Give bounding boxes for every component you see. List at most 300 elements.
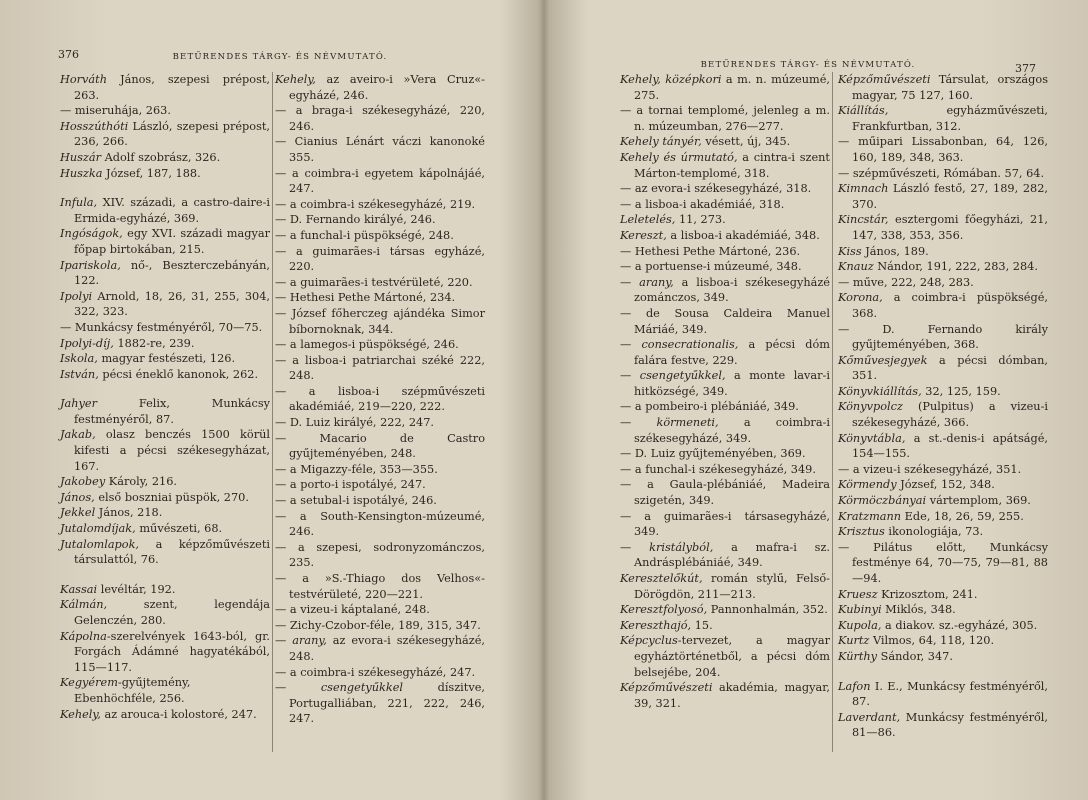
index-entry bbox=[838, 679, 1048, 710]
index-entry bbox=[275, 680, 485, 727]
entry-text: 11, 273. bbox=[675, 213, 726, 227]
index-entry bbox=[838, 275, 1048, 291]
index-entry bbox=[620, 602, 830, 618]
index-entry bbox=[620, 337, 830, 368]
entry-text: vártemplom, 369. bbox=[926, 494, 1031, 508]
page-header bbox=[548, 40, 1088, 75]
entry-headword: Kereszt, bbox=[620, 228, 667, 242]
entry-headword: kristályból, bbox=[649, 540, 714, 554]
entry-text: a m. n. múzeumé, 275. bbox=[634, 73, 830, 102]
index-entry bbox=[60, 119, 270, 150]
index-entry bbox=[275, 244, 485, 275]
entry-text: — a szepesi, sodronyzománczos, 235. bbox=[275, 540, 485, 570]
entry-text: az aveiro-i »Vera Cruz«-egyházé, 246. bbox=[289, 73, 485, 102]
entry-text: — a »S.-Thiago dos Velhos«-testvérületé, 220—221. bbox=[275, 572, 485, 601]
entry-text: Vilmos, 64, 118, 120. bbox=[869, 634, 995, 648]
entry-headword: Ipariskola, bbox=[60, 258, 121, 272]
entry-text: — a vizeu-i káptalané, 248. bbox=[275, 603, 430, 617]
running-head: BETŰRENDES TÁRGY- ÉS NÉVMUTATÓ. bbox=[172, 52, 388, 62]
index-entry bbox=[838, 633, 1048, 649]
entry-text: vésett, új, 345. bbox=[701, 135, 791, 149]
entry-text: az arouca-i kolostoré, 247. bbox=[100, 707, 257, 721]
entry-text: a coimbra-i székesegyházé, 349. bbox=[634, 416, 830, 445]
entry-text: — bbox=[620, 416, 657, 430]
entry-headword: Kehely, középkori bbox=[620, 73, 722, 86]
entry-text: — a tornai templomé, jelenleg a m. n. múzeumban, 276—277. bbox=[620, 104, 830, 133]
index-entry bbox=[60, 150, 270, 166]
index-entry bbox=[620, 134, 830, 150]
entry-headword: Kubinyi bbox=[838, 603, 882, 617]
entry-headword: Kurtz bbox=[838, 634, 870, 648]
entry-headword: Könyvpolcz bbox=[838, 400, 903, 414]
index-entry bbox=[60, 226, 270, 257]
section-gap bbox=[838, 665, 1048, 679]
index-entry bbox=[620, 399, 830, 415]
entry-text: Pannonhalmán, 352. bbox=[707, 603, 828, 617]
index-entry bbox=[275, 306, 485, 337]
index-entry bbox=[275, 618, 485, 634]
entry-headword: Kőművesjegyek bbox=[838, 353, 928, 367]
index-entry bbox=[838, 134, 1048, 165]
entry-headword: Huszár bbox=[60, 150, 102, 164]
entry-text: — a braga-i székesegyházé, 220, 246. bbox=[275, 104, 485, 133]
entry-headword: Jakobey bbox=[60, 475, 106, 489]
index-entry bbox=[838, 618, 1048, 634]
entry-text: egy XVI. századi magyar főpap birtokában, 215. bbox=[74, 227, 270, 256]
index-entry bbox=[838, 399, 1048, 430]
entry-text: — bbox=[275, 634, 293, 648]
entry-headword: Kürthy bbox=[838, 649, 878, 663]
entry-headword: Jahyer bbox=[60, 397, 98, 411]
index-entry bbox=[620, 275, 830, 306]
index-entry bbox=[838, 587, 1048, 603]
index-entry bbox=[275, 337, 485, 353]
index-entry bbox=[60, 289, 270, 320]
entry-headword: Kupola, bbox=[838, 618, 882, 632]
index-entry bbox=[838, 103, 1048, 134]
entry-text: — a lamegos-i püspökségé, 246. bbox=[275, 338, 459, 352]
entry-headword: Kiállítás, bbox=[838, 104, 889, 118]
index-entry bbox=[275, 431, 485, 462]
entry-headword: Könyvkiállítás, bbox=[838, 384, 922, 398]
entry-text: József, 187, 188. bbox=[102, 166, 201, 180]
index-entry bbox=[60, 195, 270, 226]
index-entry bbox=[60, 582, 270, 598]
entry-text: akadémia, magyar, 39, 321. bbox=[634, 681, 830, 710]
index-entry bbox=[275, 509, 485, 540]
entry-text: — műve, 222, 248, 283. bbox=[838, 275, 974, 289]
entry-text: -tervezet, a magyar egyháztörténetből, a pécsi dóm belsejébe, 204. bbox=[634, 634, 830, 679]
entry-headword: Huszka bbox=[60, 166, 103, 180]
entry-text: XIV. századi, a castro-daire-i Ermida-egyházé, 369. bbox=[74, 196, 270, 225]
index-entry bbox=[620, 462, 830, 478]
entry-text: Társulat, országos magyar, 75 127, 160. bbox=[852, 73, 1048, 102]
entry-text: — bbox=[620, 540, 650, 554]
entry-text: — a coimbra-i székesegyházé, 247. bbox=[275, 665, 476, 679]
index-entry bbox=[838, 259, 1048, 275]
entry-headword: Könyvtábla, bbox=[838, 431, 906, 445]
entry-text: — Munkácsy festményéről, 70—75. bbox=[60, 320, 263, 334]
entry-text: — a vizeu-i székesegyházé, 351. bbox=[838, 462, 1022, 476]
entry-text: Felix, Munkácsy festményéről, 87. bbox=[74, 397, 270, 426]
entry-text: művészeti, 68. bbox=[135, 522, 223, 536]
entry-headword: Kehely és úrmutató, bbox=[620, 150, 738, 164]
index-entry bbox=[620, 228, 830, 244]
index-column bbox=[275, 72, 485, 727]
entry-headword: Kegyérem bbox=[60, 676, 118, 690]
index-entry bbox=[620, 446, 830, 462]
entry-text: — Macario de Castro gyűjteményében, 248. bbox=[275, 431, 485, 461]
index-entry bbox=[60, 707, 270, 723]
index-entry bbox=[838, 710, 1048, 741]
index-entry bbox=[275, 275, 485, 291]
index-entry bbox=[838, 540, 1048, 587]
entry-headword: Jutalomdíjak, bbox=[60, 522, 136, 536]
index-entry bbox=[275, 134, 485, 165]
index-entry bbox=[838, 509, 1048, 525]
running-head: BETŰRENDES TÁRGY- ÉS NÉVMUTATÓ. bbox=[700, 60, 916, 70]
index-entry bbox=[60, 629, 270, 676]
entry-text: esztergomi főegyházi, 21, 147, 338, 353, 356. bbox=[852, 213, 1048, 242]
entry-text: — a lisboa-i szépművészeti akadémiáé, 219—220, 222. bbox=[275, 384, 485, 414]
index-entry bbox=[620, 197, 830, 213]
entry-headword: Képzőművészeti bbox=[620, 681, 713, 695]
index-entry bbox=[838, 72, 1048, 103]
index-entry bbox=[275, 166, 485, 197]
page-number: 376 bbox=[58, 48, 79, 61]
entry-headword: Keresztfolyosó, bbox=[620, 603, 708, 617]
entry-text: József, 152, 348. bbox=[896, 478, 995, 492]
entry-text: román stylű, Felső-Dörögdön, 211—213. bbox=[634, 572, 830, 601]
section-gap bbox=[60, 382, 270, 396]
entry-headword: Laverdant, bbox=[838, 710, 901, 724]
index-entry bbox=[838, 244, 1048, 260]
index-entry bbox=[838, 212, 1048, 243]
index-entry bbox=[620, 477, 830, 508]
entry-text: — a lisboa-i patriarchai széké 222, 248. bbox=[275, 353, 485, 383]
index-entry bbox=[60, 336, 270, 352]
index-entry bbox=[60, 521, 270, 537]
index-entry bbox=[60, 351, 270, 367]
entry-text: László, szepesi prépost, 236, 266. bbox=[74, 119, 270, 149]
index-entry bbox=[620, 633, 830, 680]
entry-headword: Jakab, bbox=[60, 428, 96, 442]
index-entry bbox=[838, 353, 1048, 384]
entry-headword: Knauz bbox=[838, 260, 874, 274]
entry-text: László festő, 27, 189, 282, 370. bbox=[852, 182, 1048, 211]
index-entry bbox=[838, 384, 1048, 400]
entry-headword: csengetyűkkel, bbox=[639, 369, 726, 383]
entry-text: János, 218. bbox=[95, 506, 163, 520]
index-entry bbox=[275, 103, 485, 134]
index-entry bbox=[620, 415, 830, 446]
entry-text: — bbox=[620, 338, 642, 352]
entry-headword: Horváth bbox=[60, 73, 107, 86]
entry-headword: István, bbox=[60, 367, 99, 381]
entry-text: Arnold, 18, 26, 31, 255, 304, 322, 323. bbox=[74, 289, 270, 319]
entry-text: Ede, 18, 26, 59, 255. bbox=[901, 509, 1024, 523]
entry-text: — D. Fernando király gyűjteményében, 368. bbox=[838, 322, 1048, 352]
index-entry bbox=[275, 290, 485, 306]
entry-text: (Pulpitus) a vizeu-i székesegyházé, 366. bbox=[852, 400, 1048, 430]
entry-text: -szerelvények 1643-ból, gr. Forgách Ádámné hagyatékából, 115—117. bbox=[74, 629, 270, 674]
entry-headword: csengetyűkkel bbox=[320, 681, 404, 695]
entry-headword: János, bbox=[60, 490, 95, 504]
index-entry bbox=[838, 649, 1048, 665]
index-entry bbox=[838, 322, 1048, 353]
entry-headword: Kiss bbox=[838, 244, 862, 258]
entry-text: — műipari Lissabonban, 64, 126, 160, 189, 348, 363. bbox=[838, 135, 1048, 164]
entry-headword: Ipolyi-díj, bbox=[60, 336, 114, 350]
entry-text: 32, 125, 159. bbox=[921, 384, 1001, 398]
index-entry bbox=[275, 415, 485, 431]
entry-text: — a lisboa-i akadémiáé, 318. bbox=[620, 197, 785, 211]
entry-text: — a guimarães-i társas egyházé, 220. bbox=[275, 244, 485, 274]
entry-text: — a coimbra-i egyetem kápolnájáé, 247. bbox=[275, 166, 485, 196]
index-entry bbox=[60, 367, 270, 383]
entry-text: a pécsi dómban, 351. bbox=[852, 353, 1048, 383]
index-column bbox=[60, 72, 270, 722]
entry-text: a monte lavar-i hitközségé, 349. bbox=[634, 369, 830, 398]
entry-text: — Cianius Lénárt váczi kanonoké 355. bbox=[275, 135, 485, 164]
entry-text: — a guimarães-i társasegyházé, 349. bbox=[620, 509, 830, 539]
entry-text: — de Sousa Caldeira Manuel Máriáé, 349. bbox=[620, 306, 830, 336]
index-entry bbox=[620, 72, 830, 103]
entry-text: Krizosztom, 241. bbox=[877, 587, 978, 601]
entry-text: — Pilátus előtt, Munkácsy festménye 64, 70—75, 79—81, 88—94. bbox=[838, 540, 1048, 585]
index-entry bbox=[620, 244, 830, 260]
entry-headword: Jekkel bbox=[60, 506, 96, 520]
entry-headword: Jutalomlapok, bbox=[60, 537, 140, 551]
entry-text: a képzőművészeti társulattól, 76. bbox=[74, 537, 270, 567]
index-entry bbox=[620, 571, 830, 602]
entry-headword: Iskola, bbox=[60, 352, 98, 366]
index-entry bbox=[838, 477, 1048, 493]
entry-text: olasz benczés 1500 körül kifesti a pécsi székesegyházat, 167. bbox=[74, 428, 270, 473]
index-entry bbox=[620, 181, 830, 197]
index-entry bbox=[275, 665, 485, 681]
entry-text: a diakov. sz.-egyházé, 305. bbox=[881, 618, 1038, 632]
entry-text: 1882-re, 239. bbox=[113, 336, 195, 350]
entry-text: pécsi éneklő kanonok, 262. bbox=[98, 367, 259, 381]
index-entry bbox=[275, 540, 485, 571]
entry-text: — a guimarães-i testvérületé, 220. bbox=[275, 275, 473, 289]
entry-headword: Körmöczbányai bbox=[838, 494, 927, 508]
entry-text: a st.-denis-i apátságé, 154—155. bbox=[852, 431, 1048, 461]
entry-text: — bbox=[620, 275, 640, 289]
section-gap bbox=[60, 181, 270, 195]
entry-text: Adolf szobrász, 326. bbox=[101, 150, 221, 164]
entry-text: — a funchal-i székesegyházé, 349. bbox=[620, 462, 816, 476]
entry-text: — Hethesi Pethe Mártoné, 236. bbox=[620, 244, 801, 258]
entry-text: I. E., Munkácsy festményéről, 87. bbox=[852, 679, 1048, 709]
entry-text: — az evora-i székesegyházé, 318. bbox=[620, 182, 812, 196]
index-entry bbox=[620, 680, 830, 711]
entry-headword: Lafon bbox=[838, 679, 871, 693]
index-column bbox=[620, 72, 830, 711]
entry-headword: Képzőművészeti bbox=[838, 73, 931, 86]
entry-text: szent, legendája Gelenczén, 280. bbox=[74, 598, 270, 627]
entry-text: — a setubal-i ispotályé, 246. bbox=[275, 494, 437, 508]
entry-text: levéltár, 192. bbox=[97, 582, 176, 596]
entry-text: János, szepesi prépost, 263. bbox=[74, 73, 270, 102]
index-entry bbox=[275, 228, 485, 244]
index-entry bbox=[620, 540, 830, 571]
index-entry bbox=[620, 509, 830, 540]
entry-headword: Infula, bbox=[60, 196, 98, 210]
index-entry bbox=[620, 103, 830, 134]
entry-headword: Ingóságok, bbox=[60, 227, 123, 241]
entry-text: az evora-i székesegyházé, 248. bbox=[289, 634, 485, 663]
entry-text: ikonologiája, 73. bbox=[884, 525, 984, 539]
entry-text: — szépművészeti, Rómában. 57, 64. bbox=[838, 166, 1045, 180]
index-entry bbox=[60, 72, 270, 103]
entry-text: — bbox=[275, 681, 321, 695]
entry-text: a mafra-i sz. Andrásplébániáé, 349. bbox=[634, 540, 831, 570]
left-page bbox=[0, 0, 540, 800]
index-entry bbox=[60, 505, 270, 521]
index-entry bbox=[838, 290, 1048, 321]
entry-headword: arany, bbox=[292, 634, 327, 648]
entry-text: — a funchal-i püspökségé, 248. bbox=[275, 228, 454, 242]
entry-text: — miseruhája, 263. bbox=[60, 104, 171, 118]
entry-text: a lisboa-i székesegyházé zománczos, 349. bbox=[634, 275, 830, 305]
column-rule bbox=[832, 72, 833, 752]
index-entry bbox=[60, 597, 270, 628]
index-entry bbox=[838, 602, 1048, 618]
entry-text: — a Migazzy-féle, 353—355. bbox=[275, 462, 438, 476]
entry-headword: Krisztus bbox=[838, 525, 885, 539]
entry-text: a lisboa-i akadémiáé, 348. bbox=[666, 228, 820, 242]
entry-headword: Korona, bbox=[838, 291, 883, 305]
entry-headword: Kehely, bbox=[60, 707, 101, 721]
index-entry bbox=[620, 212, 830, 228]
index-entry bbox=[60, 427, 270, 474]
entry-text: a pécsi dóm falára festve, 229. bbox=[634, 338, 830, 367]
index-entry bbox=[60, 537, 270, 568]
entry-headword: Kassai bbox=[60, 582, 98, 596]
entry-text: első boszniai püspök, 270. bbox=[94, 490, 249, 504]
index-column bbox=[838, 72, 1048, 741]
entry-headword: Kimnach bbox=[838, 182, 889, 196]
entry-headword: Keresztelőkút, bbox=[620, 572, 703, 585]
index-entry bbox=[60, 258, 270, 289]
index-entry bbox=[275, 197, 485, 213]
index-entry bbox=[275, 72, 485, 103]
right-page bbox=[548, 0, 1088, 800]
entry-text: Miklós, 348. bbox=[881, 603, 956, 617]
index-entry bbox=[838, 181, 1048, 212]
entry-headword: Képcyclus bbox=[620, 634, 678, 648]
entry-headword: Kratzmann bbox=[838, 509, 902, 523]
entry-text: — a South-Kensington-múzeumé, 246. bbox=[275, 509, 485, 539]
index-entry bbox=[60, 474, 270, 490]
index-entry bbox=[838, 431, 1048, 462]
index-entry bbox=[275, 384, 485, 415]
entry-text: — a porto-i ispotályé, 247. bbox=[275, 478, 426, 492]
entry-headword: Kehely, bbox=[275, 73, 316, 86]
section-gap bbox=[60, 568, 270, 582]
entry-text: — Zichy-Czobor-féle, 189, 315, 347. bbox=[275, 618, 481, 632]
index-entry bbox=[620, 306, 830, 337]
index-entry bbox=[620, 618, 830, 634]
entry-text: — D. Luiz gyűjteményében, 369. bbox=[620, 447, 806, 461]
index-entry bbox=[275, 571, 485, 602]
entry-text: Károly, 216. bbox=[105, 475, 178, 489]
index-entry bbox=[275, 493, 485, 509]
entry-headword: Kálmán, bbox=[60, 598, 108, 612]
entry-text: egyházművészeti, Frankfurtban, 312. bbox=[852, 104, 1048, 133]
index-entry bbox=[60, 675, 270, 706]
entry-headword: körmeneti, bbox=[656, 416, 719, 430]
index-entry bbox=[620, 368, 830, 399]
column-rule bbox=[272, 72, 273, 752]
index-entry bbox=[620, 150, 830, 181]
entry-text: -gyűjtemény, Ebenhöchféle, 256. bbox=[74, 676, 191, 705]
index-entry bbox=[60, 166, 270, 182]
entry-text: — a Gaula-plébániáé, Madeira szigetén, 349. bbox=[620, 478, 830, 508]
index-entry bbox=[275, 602, 485, 618]
entry-text: Sándor, 347. bbox=[877, 649, 953, 663]
entry-text: János, 189. bbox=[861, 244, 929, 258]
index-entry bbox=[60, 396, 270, 427]
entry-headword: Kruesz bbox=[838, 587, 878, 601]
index-entry bbox=[275, 462, 485, 478]
entry-headword: arany, bbox=[639, 275, 674, 289]
entry-text: a cintra-i szent Márton-templomé, 318. bbox=[634, 150, 830, 180]
entry-headword: Körmendy bbox=[838, 478, 897, 492]
index-entry bbox=[838, 493, 1048, 509]
entry-text: — a coimbra-i székesegyházé, 219. bbox=[275, 197, 476, 211]
index-entry bbox=[838, 166, 1048, 182]
index-entry bbox=[275, 212, 485, 228]
entry-text: — bbox=[620, 369, 640, 383]
entry-headword: Hosszúthóti bbox=[60, 119, 129, 133]
entry-text: Munkácsy festményéről, 81—86. bbox=[852, 710, 1048, 740]
index-entry bbox=[275, 633, 485, 664]
page-number: 377 bbox=[1015, 62, 1036, 75]
page-header bbox=[0, 40, 540, 60]
entry-text: a coimbra-i püspökségé, 368. bbox=[852, 291, 1048, 320]
entry-text: nő-, Beszterczebányán, 122. bbox=[74, 258, 270, 288]
entry-text: — József főherczeg ajándéka Simor bíbornoknak, 344. bbox=[275, 306, 485, 336]
index-entry bbox=[275, 477, 485, 493]
entry-text: — a portuense-i múzeumé, 348. bbox=[620, 260, 802, 274]
entry-headword: Kehely tányér, bbox=[620, 135, 702, 149]
entry-headword: Kereszthajó, bbox=[620, 618, 692, 632]
entry-text: — D. Luiz királyé, 222, 247. bbox=[275, 416, 435, 430]
entry-headword: Ipolyi bbox=[60, 289, 93, 303]
index-entry bbox=[838, 524, 1048, 540]
entry-text: magyar festészeti, 126. bbox=[97, 352, 236, 366]
index-entry bbox=[60, 490, 270, 506]
entry-headword: consecrationalis, bbox=[641, 338, 739, 352]
entry-text: — Hethesi Pethe Mártoné, 234. bbox=[275, 291, 456, 305]
entry-text: Nándor, 191, 222, 283, 284. bbox=[873, 260, 1038, 274]
entry-headword: Kincstár, bbox=[838, 213, 889, 227]
entry-text: — D. Fernando királyé, 246. bbox=[275, 213, 436, 227]
entry-text: — a pombeiro-i plébániáé, 349. bbox=[620, 400, 799, 414]
index-entry bbox=[275, 353, 485, 384]
entry-headword: Kápolna bbox=[60, 629, 107, 643]
entry-text: díszitve, Portugalliában, 221, 222, 246, 247. bbox=[289, 681, 485, 726]
entry-text: 15. bbox=[691, 618, 713, 632]
index-entry bbox=[838, 462, 1048, 478]
index-entry bbox=[60, 320, 270, 336]
index-entry bbox=[620, 259, 830, 275]
index-entry bbox=[60, 103, 270, 119]
entry-headword: Leletelés, bbox=[620, 213, 676, 227]
